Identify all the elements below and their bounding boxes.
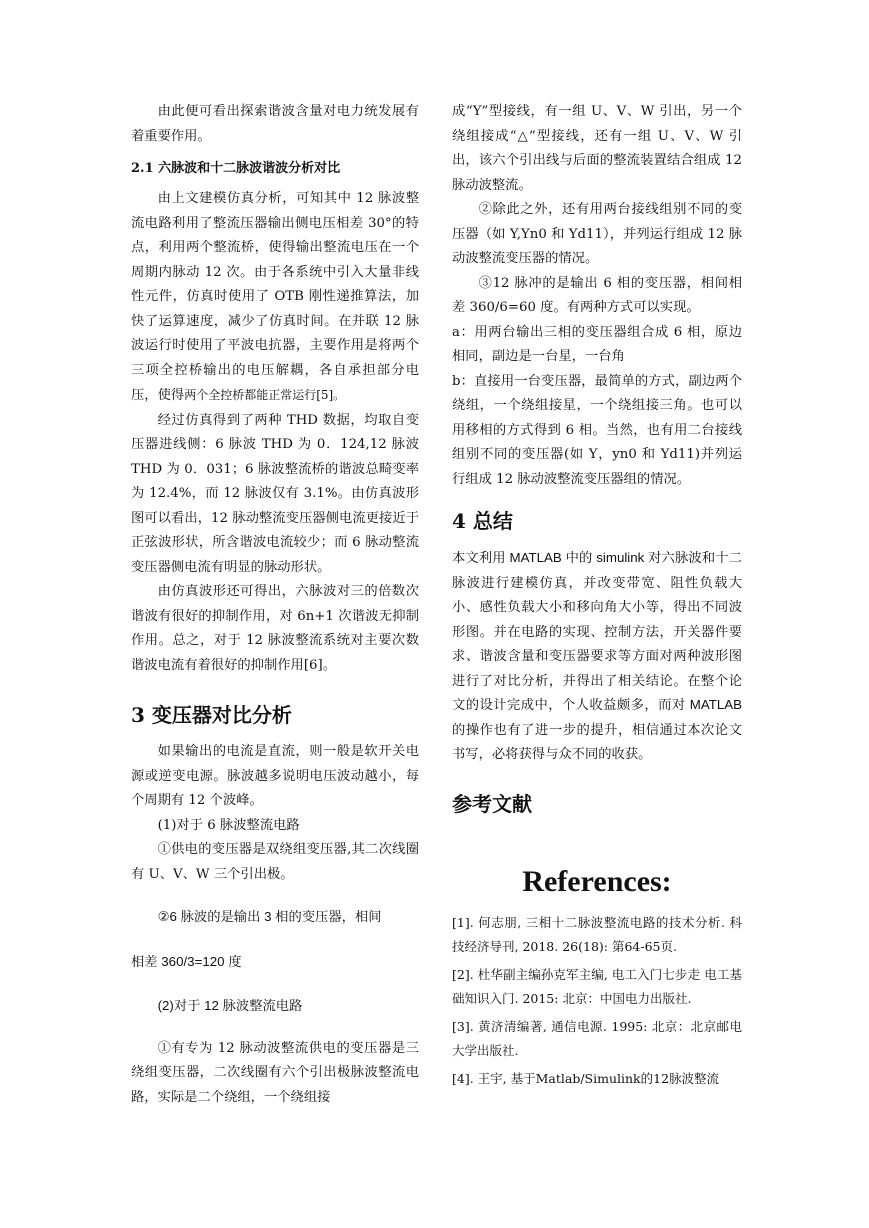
section-4-heading: 4 总结 [452, 509, 513, 533]
reference-item-3: [3]. 黄济清编著, 通信电源. 1995: 北京：北京邮电大学出版社. [452, 1018, 742, 1058]
six-phase-paragraph: ③12 脉冲的是输出 6 相的变压器，相间相差 360/6=60 度。有两种方式可以实现。 [452, 275, 742, 315]
model-paragraph-tail: 两个全控桥都能正常运行[5]。 [184, 388, 346, 402]
method-a-paragraph: a：用两台输出三相的变压器组合成 6 相，原边相同，副边是一台星，一台角 [452, 324, 742, 364]
six-pulse-item-b-line1: ②6 脉波的是输出 3 相的变压器，相间 [157, 909, 382, 924]
suppression-paragraph: 由仿真波形还可得出，六脉波对三的倍数次谐波有很好的抑制作用，对 6n+1 次谐波无抑制作用。总之，对于 12 脉波整流系统对主要次数谐波电流有着很好的抑制作用[6]。 [131, 584, 419, 673]
model-paragraph [131, 187, 419, 409]
subsection-heading: 2.1 六脉波和十二脉波谐波分析对比 [131, 161, 341, 176]
twelve-pulse-item: (2)对于 12 脉波整流电路 [157, 998, 303, 1013]
references-heading-cn: 参考文献 [452, 791, 532, 816]
thd-paragraph: 经过仿真得到了两种 THD 数据，均取自变压器进线侧：6 脉波 THD 为 0．124,12 脉波 THD 为 0．031；6 脉波整流桥的谐波总畸变率为 12.4%，而 12 脉波仅有 3.1%。由仿真波形图可以看出，12 脉动整流变压器侧电流更接近于正弦波形状，所含谐波电流较少；而 6 脉动整流变压器侧电流有明显的脉动形状。 [131, 412, 419, 575]
summary-paragraph: 本文利用 MATLAB 中的 simulink 对六脉波和十二脉波进行建模仿真，并改变带宽、阻性负载大小、感性负载大小和移向角大小等，得出不同波形图。并在电路的实现、控制方法，开关器件要求、谐波含量和变压器要求等方面对两种波形图进行了对比分析，并得出了相关结论。在整个论文的设计完成中，个人收益颇多，而对 MATLAB 的操作也有了进一步的提升，相信通过本次论文书写，必将获得与众不同的收获。 [452, 550, 742, 761]
twelve-pulse-item-a: ①有专为 12 脉动波整流供电的变压器是三绕组变压器，二次线圈有六个引出极脉波整流电路，实际是二个绕组，一个绕组接 [131, 1040, 419, 1105]
six-pulse-item-a: ①供电的变压器是双绕组变压器,其二次线圈有 U、V、W 三个引出极。 [131, 842, 419, 882]
six-pulse-item-b-line2: 相差 360/3=120 度 [131, 953, 242, 969]
reference-item-4: [4]. 王宇, 基于Matlab/Simulink的12脉波整流 [452, 1070, 720, 1086]
references-title: References: [522, 864, 672, 898]
section-3-heading: 3 变压器对比分析 [131, 703, 292, 727]
six-pulse-item: (1)对于 6 脉波整流电路 [157, 817, 300, 833]
intro-paragraph-end: 由此便可看出探索谐波含量对电力统发展有着重要作用。 [131, 104, 419, 144]
transformer-pair-paragraph: ②除此之外，还有用两台接线组别不同的变压器（如 Y,Yn0 和 Yd11），并列运行组成 12 脉动波整流变压器的情况。 [452, 202, 742, 266]
continued-paragraph: 成“Y”型接线，有一组 U、V、W 引出，另一个绕组接成“△”型接线，还有一组 U、V、W 引出，该六个引出线与后面的整流装置结合组成 12 脉动波整流。 [452, 104, 742, 193]
model-paragraph-text: 由上文建模仿真分析，可知其中 12 脉波整流电路利用了整流压器输出侧电压相差 30°的特点，利用两个整流桥，使得输出整流电压在一个周期内脉动 12 次。由于各系统中引入大量非线性元件，仿真时使用了 OTB 刚性递推算法，加快了运算速度，减少了仿真时间。在并联 12 脉波运行时使用了平波电抗器，主要作用是将两个三项全控桥输出的电压解耦，各自承担部分电压，使得 [131, 191, 419, 403]
method-b-paragraph: b：直接用一台变压器，最简单的方式，副边两个绕组，一个绕组接星，一个绕组接三角。也可以用移相的方式得到 6 相。当然，也有用二台接线组别不同的变压器(如 Y，yn0 和 Yd11)并列运行组成 12 脉动波整流变压器组的情况。 [452, 373, 742, 487]
dc-paragraph: 如果输出的电流是直流，则一般是软开关电源或逆变电源。脉波越多说明电压波动越小，每个周期有 12 个波峰。 [131, 744, 419, 808]
reference-item-2: [2]. 杜华副主编孙克军主编, 电工入门七步走 电工基础知识入门. 2015: 北京：中国电力出版社. [452, 966, 742, 1006]
reference-item-1: [1]. 何志朋, 三相十二脉波整流电路的技术分析. 科技经济导刊, 2018. 26(18): 第64-65页. [452, 914, 742, 954]
left-column [131, 100, 419, 1110]
reference-list [452, 911, 742, 1091]
right-column [452, 100, 742, 1095]
